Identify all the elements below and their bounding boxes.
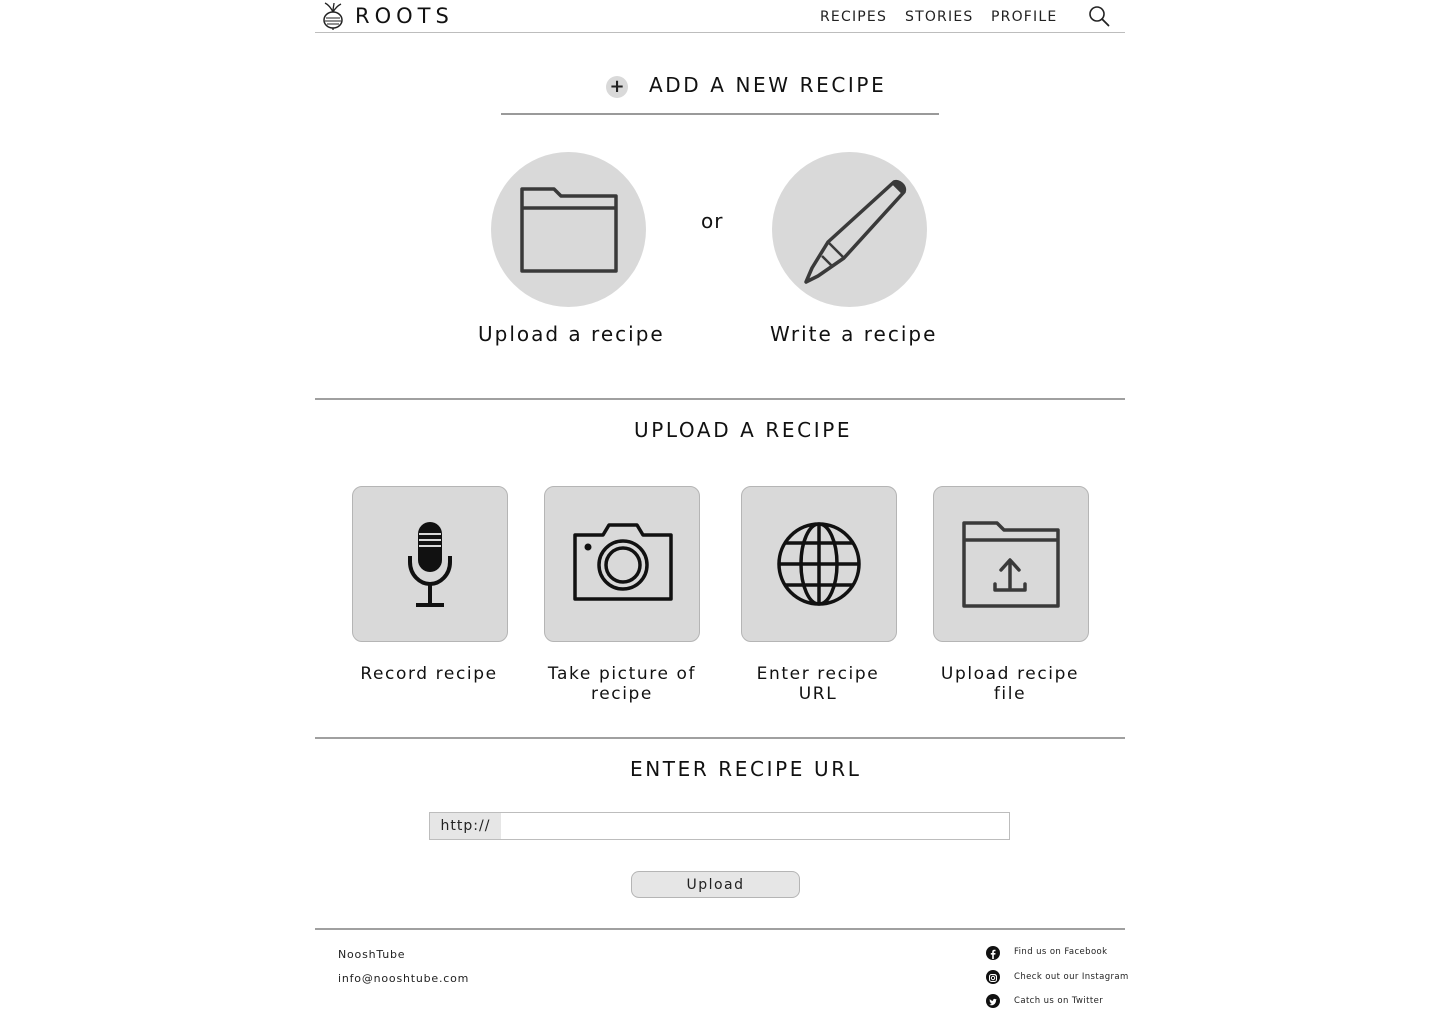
take-picture-label[interactable] bbox=[537, 664, 707, 704]
label-line: file bbox=[993, 684, 1027, 704]
enter-url-card[interactable] bbox=[741, 486, 897, 642]
facebook-icon[interactable] bbox=[986, 946, 1000, 960]
write-recipe-button[interactable] bbox=[772, 152, 927, 307]
label-line: Record recipe bbox=[360, 664, 498, 684]
label-line: Enter recipe bbox=[756, 664, 880, 684]
section-divider bbox=[315, 737, 1125, 739]
camera-icon bbox=[571, 523, 675, 603]
footer-email[interactable]: info@nooshtube.com bbox=[338, 972, 470, 985]
upload-section-title: UPLOAD A RECIPE bbox=[634, 418, 853, 442]
enter-url-label[interactable] bbox=[733, 664, 903, 704]
label-line: Take picture of bbox=[547, 664, 697, 684]
facebook-link[interactable]: Find us on Facebook bbox=[1014, 947, 1108, 957]
globe-icon bbox=[776, 521, 862, 607]
label-line: URL bbox=[798, 684, 838, 704]
twitter-link[interactable]: Catch us on Twitter bbox=[1014, 996, 1104, 1006]
beet-logo-icon[interactable] bbox=[322, 2, 344, 30]
upload-file-label[interactable] bbox=[925, 664, 1095, 704]
folder-icon bbox=[519, 184, 619, 274]
or-text: or bbox=[701, 209, 724, 233]
upload-button[interactable]: Upload bbox=[631, 871, 800, 898]
label-line: recipe bbox=[591, 684, 653, 704]
header-divider bbox=[315, 32, 1125, 33]
instagram-icon[interactable] bbox=[986, 970, 1000, 984]
title-underline bbox=[501, 113, 939, 115]
write-recipe-label[interactable]: Write a recipe bbox=[770, 322, 938, 346]
twitter-icon[interactable] bbox=[986, 994, 1000, 1008]
record-recipe-card[interactable] bbox=[352, 486, 508, 642]
add-recipe-title: ADD A NEW RECIPE bbox=[649, 73, 887, 97]
nav-stories[interactable]: STORIES bbox=[905, 9, 974, 25]
nav-profile[interactable]: PROFILE bbox=[991, 9, 1058, 25]
section-divider bbox=[315, 398, 1125, 400]
url-section-title: ENTER RECIPE URL bbox=[630, 757, 862, 781]
instagram-link[interactable]: Check out our Instagram bbox=[1014, 972, 1129, 982]
upload-recipe-label[interactable]: Upload a recipe bbox=[478, 322, 665, 346]
pencil-icon bbox=[802, 178, 912, 288]
record-recipe-label[interactable] bbox=[344, 664, 514, 684]
upload-file-card[interactable] bbox=[933, 486, 1089, 642]
microphone-icon bbox=[406, 520, 454, 608]
url-field bbox=[429, 812, 1010, 840]
upload-recipe-button[interactable] bbox=[491, 152, 646, 307]
search-icon[interactable] bbox=[1088, 5, 1110, 27]
logo-text[interactable]: ROOTS bbox=[355, 4, 454, 28]
footer-divider bbox=[315, 928, 1125, 930]
plus-icon: + bbox=[606, 76, 628, 98]
url-input[interactable] bbox=[502, 813, 1007, 839]
label-line: Upload recipe bbox=[940, 664, 1080, 684]
take-picture-card[interactable] bbox=[544, 486, 700, 642]
url-prefix: http:// bbox=[430, 813, 501, 839]
nav-recipes[interactable]: RECIPES bbox=[820, 9, 888, 25]
folder-upload-icon bbox=[961, 520, 1061, 610]
footer-brand: NooshTube bbox=[338, 948, 406, 961]
